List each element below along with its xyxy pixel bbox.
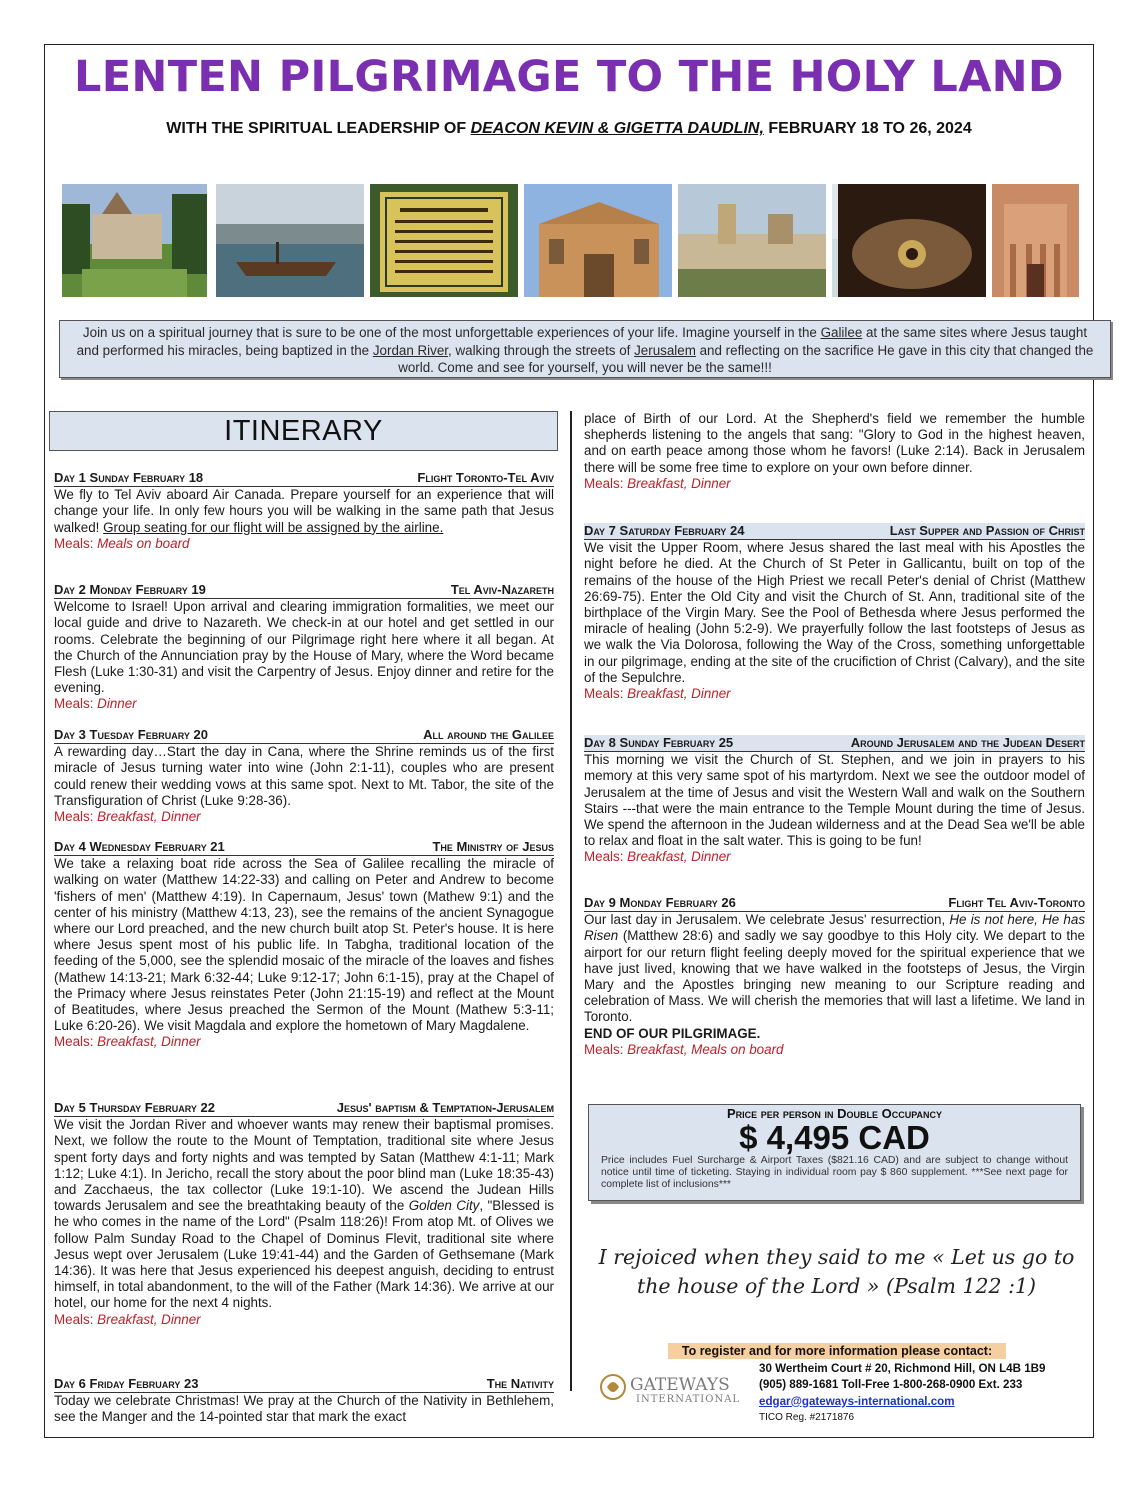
grotto-star-photo (838, 184, 986, 297)
day-header (584, 895, 1085, 912)
day-meals (584, 849, 1085, 865)
contact-details (759, 1361, 1045, 1426)
day-theme: Around Jerusalem and the Judean Desert (850, 735, 1085, 750)
day-label: Day 3 Tuesday February 20 (54, 727, 208, 742)
meals-label: Meals: (584, 475, 628, 491)
price-label: Price per person in Double Occupancy (726, 1106, 943, 1121)
column-divider (570, 411, 572, 1391)
meals-value: Breakfast, Dinner (627, 849, 731, 865)
day-meals (54, 1312, 554, 1328)
contact-heading: To register and for more information please contact: (668, 1343, 1006, 1359)
intro-text-1: Join us on a spiritual journey that is sure to be one of the most unforgettable experiences of your life. Imagine yourself in the (82, 325, 821, 340)
meals-label: Meals: (584, 686, 628, 702)
day-5 (54, 1100, 554, 1328)
day-label: Day 1 Sunday February 18 (54, 470, 204, 485)
end-of-pilgrimage: END OF OUR PILGRIMAGE. (584, 1025, 761, 1041)
basilica-photo (524, 184, 672, 297)
day-header (54, 839, 554, 856)
day-text-cont: , "Blessed is he who comes in the name of the Lord" (Psalm 118:26)! From atop Mt. of Olives we follow Palm Sunday Road to the Chapel of Dominus Flevit, traditional site where Jesus wept over Jerusalem (Luke 19:41-44) and the Garden of Gethsemane (Mark 14:36). It was here that Jesus experienced his deepest anguish, deciding to entrust himself, in total abandonment, to the will of the Father (Mark 14:36). We arrive at our hotel, our home for the next 4 nights. (54, 1198, 555, 1311)
day-label: Day 4 Wednesday February 21 (54, 839, 225, 854)
day-theme: Last Supper and Passion of Christ (889, 523, 1085, 538)
meals-label: Meals: (54, 696, 98, 712)
subtitle-prefix: WITH THE SPIRITUAL LEADERSHIP OF (166, 120, 471, 137)
house-of-olives-sign-photo (370, 184, 518, 297)
day-text: Welcome to Israel! Upon arrival and clearing immigration formalities, we meet our local guide and drive to Nazareth. We check-in at our hotel and get settled in our rooms. Celebrate the beginning of our Pilgrimage right here where it all began. At the Church of the Annunciation pray by the House of Mary, where the Word became Flesh (Luke 1:30-31) and visit the Carpentry of Jesus. Enjoy dinner and retire for the evening. (54, 599, 554, 696)
day-9 (584, 895, 1085, 1058)
itinerary-heading: ITINERARY (49, 411, 558, 451)
day-header (54, 727, 554, 744)
intro-text-3: , walking through the streets of (448, 342, 635, 358)
day-meals (584, 686, 1085, 702)
day-header (584, 523, 1085, 540)
day-theme: Tel Aviv-Nazareth (450, 582, 554, 597)
meals-label: Meals: (54, 809, 98, 825)
day-7 (584, 523, 1085, 702)
day-meals (54, 696, 554, 712)
meals-value: Breakfast, Dinner (97, 809, 201, 825)
subtitle-leaders: DEACON KEVIN & GIGETTA DAUDLIN, (470, 120, 764, 137)
petra-treasury-photo (992, 184, 1079, 297)
day-header (54, 470, 554, 487)
meals-value: Meals on board (97, 535, 190, 551)
day-2 (54, 582, 554, 713)
day-label: Day 6 Friday February 23 (54, 1376, 199, 1391)
meals-label: Meals: (54, 535, 98, 551)
meals-value: Dinner (97, 696, 137, 712)
day-note: Group seating for our flight will be assigned by the airline. (103, 519, 444, 535)
meals-value: Breakfast, Dinner (97, 1311, 201, 1327)
psalm-quote: I rejoiced when they said to me « Let us go to the house of the Lord » (Psalm 122 :1) (598, 1245, 1075, 1298)
intro-jordan-river: Jordan River (372, 342, 449, 358)
day-theme: All around the Galilee (423, 727, 554, 742)
meals-value: Breakfast, Dinner (627, 686, 731, 702)
day-label: Day 8 Sunday February 25 (584, 735, 734, 750)
price-value: $ 4,495 CAD (739, 1119, 930, 1156)
day-label: Day 7 Saturday February 24 (584, 523, 745, 538)
galilee-boat-photo (216, 184, 364, 297)
day-theme: Flight Tel Aviv-Toronto (948, 895, 1085, 910)
day-header (54, 582, 554, 599)
day-4 (54, 839, 554, 1051)
page-title: LENTEN PILGRIMAGE TO THE HOLY LAND (74, 52, 1064, 102)
day-text: A rewarding day…Start the day in Cana, where the Shrine reminds us of the first miracle of Jesus turning water into wine (John 2:1-11), couples who are present could renew their wedding vows at this same spot. Next to Mt. Tabor, the site of the Transfiguration of Christ (Luke 9:28-36). (54, 744, 554, 808)
intro-text-2: at the same sites where Jesus taught and performed his miracles, being baptized in the (76, 325, 1088, 358)
day-header (54, 1100, 554, 1117)
day-label: Day 2 Monday February 19 (54, 582, 206, 597)
day-3 (54, 727, 554, 825)
meals-value: Breakfast, Dinner (627, 475, 731, 491)
day-8 (584, 735, 1085, 866)
day-meals (54, 1034, 554, 1050)
day-theme: Flight Toronto-Tel Aviv (417, 470, 554, 485)
day-text: place of Birth of our Lord. At the Shepherd's field we remember the humble shepherds listening to the angels that sang: "Glory to God in the highest heaven, and on earth peace among those whom he favors! (Luke 2:14). Back in Jerusalem there will be some free time to explore on your own before dinner. (584, 411, 1085, 475)
price-box (588, 1104, 1081, 1201)
day-header (584, 735, 1085, 752)
day-meals (584, 1042, 1085, 1058)
meals-label: Meals: (54, 1034, 98, 1050)
day-text: We visit the Upper Room, where Jesus shared the last meal with his Apostles the night before he died. At the Church of St Peter in Gallicantu, built on top of the remains of the house of the High Priest we recall Peter's denial of Christ (Matthew 26:69-75). Enter the Old City and visit the Church of St. Ann, traditional site of the birthplace of the Virgin Mary. See the Pool of Bethesda where Jesus performed the miracle of healing (John 5:2-9). We prayerfully follow the last footsteps of Jesus as we walk the Via Dolorosa, following the Way of the Cross, something unforgettable in our pilgrimage, ending at the site of the crucifiction of Christ (Calvary), and the site of the Sepulchre. (584, 540, 1085, 685)
golden-city: Golden City (408, 1198, 480, 1214)
meals-value: Breakfast, Meals on board (627, 1041, 784, 1057)
intro-text-4: and reflecting on the sacrifice He gave in this city that changed the world. Come and see for yourself, you will never be the same!!! (398, 342, 1094, 375)
intro-galilee: Galilee (820, 325, 863, 340)
logo-subtext: INTERNATIONAL (636, 1394, 741, 1405)
contact-phone: (905) 889-1681 Toll-Free 1-800-268-0900 Ext. 233 (759, 1378, 1023, 1392)
day-6-continued (584, 411, 1085, 492)
day-theme: The Nativity (486, 1376, 554, 1391)
gateways-logo (598, 1368, 748, 1406)
church-grounds-photo (62, 184, 207, 297)
day-text: We fly to Tel Aviv aboard Air Canada. Prepare yourself for an experience that will change your life. In only few hours you will be walking in the same path that Jesus walked! (54, 487, 554, 535)
day-theme: Jesus' baptism & Temptation-Jerusalem (336, 1100, 554, 1115)
page-subtitle (44, 120, 1094, 138)
meals-label: Meals: (584, 849, 628, 865)
meals-label: Meals: (54, 1311, 98, 1327)
day-label: Day 5 Thursday February 22 (54, 1100, 215, 1115)
day-meals (584, 476, 1085, 492)
photo-strip (62, 184, 1079, 297)
day-meals (54, 536, 554, 552)
day-text: We visit the Jordan River and whoever wants may renew their baptismal promises. Next, we follow the route to the Mount of Temptation, traditional site where Jesus spent forty days and forty nights and was tempted by Satan (Matthew 4:1-11; Mark 1:12; Luke 4:1). In Jericho, recall the story about the poor blind man (Luke 18:35-43) and Zacchaeus, the tax collector (Luke 19:1-10). We ascend the Judean Hills towards Jerusalem and see the breathtaking beauty of the (54, 1117, 554, 1214)
price-note: Price includes Fuel Surcharge & Airport Taxes ($821.16 CAD) and are subject to change without notice until time of ticketing. Staying in individual room pay $ 860 supplement. ***See next page for complete list of inclusions*** (601, 1155, 1068, 1190)
he-has-risen: He is not here, He has Risen (584, 912, 1086, 944)
subtitle-dates: FEBRUARY 18 TO 26, 2024 (763, 120, 972, 137)
day-text-cont: (Matthew 28:6) and sadly we say goodbye to this Holy city. We depart to the airport for our return flight feeling deeply moved for the spiritual experience that we have just lived, knowing that we have walked in the footsteps of Jesus, the Virgin Mary and the Apostles bringing new meaning to our Scripture reading and celebration of Mass. We will cherish the memories that will last a lifetime. We land in Toronto. (584, 928, 1085, 1025)
day-label: Day 9 Monday February 26 (584, 895, 736, 910)
day-header (54, 1376, 554, 1393)
intro-box (59, 320, 1111, 378)
day-text: We take a relaxing boat ride across the Sea of Galilee recalling the miracle of walking on water (Matthew 14:22-33) and calling on Peter and Andrew to become 'fishers of men' (Matthew 4:19). In Capernaum, Jesus' town (Mathew 9:1) and the center of his ministry (Matthew 4:13, 23), see the remains of the ancient Synagogue where our Lord preached, and the new church built atop St. Peter's house. It is here where Jesus spent most of his public life. In Tabgha, traditional location of the feeding of the 5,000, see the splendid mosaic of the miracle of the loaves and fishes (Mathew 14:13-21; Mark 6:32-44; Luke 9:12-17; John 6:1-15), pray at the Chapel of the Primacy where Jesus reinstates Peter (John 21:15-19) and reflect at the Mount of Beatitudes, where Jesus preached the Sermon of the Mount (Mathew 5:3-11; Luke 6:20-26). We visit Magdala and explore the hometown of Mary Magdalene. (54, 856, 554, 1034)
contact-address: 30 Wertheim Court # 20, Richmond Hill, ON L4B 1B9 (759, 1362, 1046, 1375)
intro-jerusalem: Jerusalem (634, 342, 696, 358)
day-text: Today we celebrate Christmas! We pray at the Church of the Nativity in Bethlehem, see the Manger and the 14-pointed star that mark the exact (54, 1393, 554, 1425)
meals-label: Meals: (584, 1041, 628, 1057)
jerusalem-city-photo (678, 184, 826, 297)
day-6 (54, 1376, 554, 1426)
logo-text: GATEWAYS (630, 1375, 730, 1395)
tico-reg: TICO Reg. #2171876 (759, 1411, 855, 1423)
day-text: Our last day in Jerusalem. We celebrate Jesus' resurrection, (584, 912, 950, 928)
contact-email-link[interactable]: edgar@gateways-international.com (759, 1394, 955, 1408)
day-text: This morning we visit the Church of St. Stephen, and we join in prayers to his memory at this very same spot of his martyrdom. Next we see the outdoor model of Jerusalem at the time of Jesus and visit the Western Wall and walk on the Southern Stairs ---that were the main entrance to the Temple Mount during the time of Jesus. We spend the afternoon in the Judean wilderness and at the Dead Sea we'll be able to relax and float in the salt water. This is going to be fun! (584, 752, 1085, 849)
day-meals (54, 809, 554, 825)
day-theme: The Ministry of Jesus (432, 839, 554, 854)
day-1 (54, 470, 554, 552)
meals-value: Breakfast, Dinner (97, 1034, 201, 1050)
